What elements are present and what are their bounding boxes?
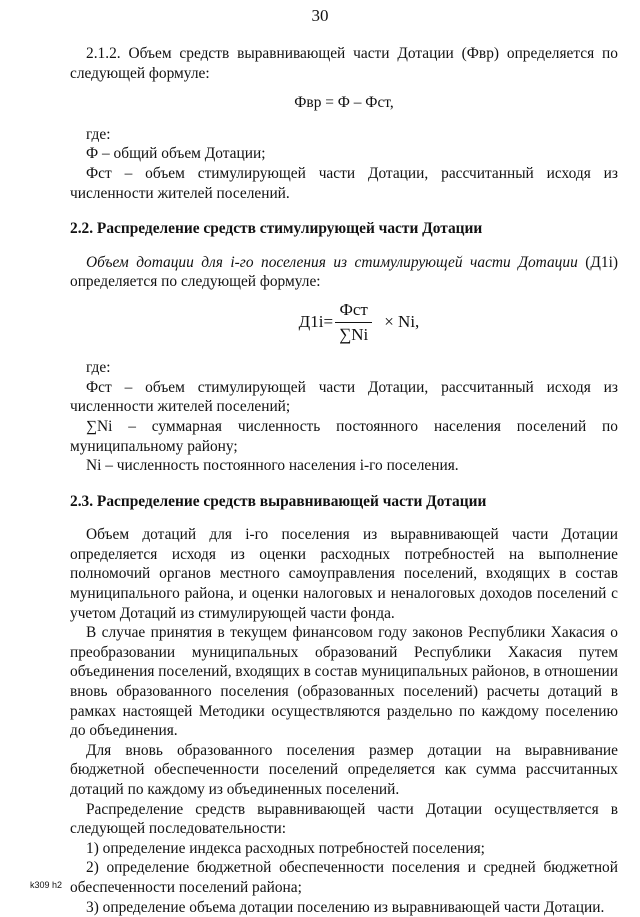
formula-denominator: ∑Ni (335, 322, 372, 345)
section-heading-2-3: 2.3. Распределение средств выравнивающей части Дотации (70, 492, 487, 510)
definition-sum-ni: ∑Ni – суммарная численность постоянного населения поселений по муниципальному району; (70, 417, 618, 455)
definition-ni: Ni – численность постоянного населения i-го поселения. (86, 457, 459, 475)
sec23-paragraph-4: Распределение средств выравнивающей части Дотации осуществляется в следующей последовательности: (70, 800, 618, 838)
formula-d1i (100, 300, 618, 344)
list-item-1: 1) определение индекса расходных потребностей поселения; (86, 839, 485, 857)
sec23-paragraph-3: Для вновь образованного поселения размер дотации на выравнивание бюджетной обеспеченности поселений определяется как сумма рассчитанных дотаций по каждому из объединенных поселений. (70, 741, 618, 798)
sec22-intro-italic: Объем дотации для i-го поселения из стимулирующей части Дотации (86, 253, 578, 271)
sec23-paragraph-1: Объем дотаций для i-го поселения из выравнивающей части Дотации определяется исходя из оценки расходных потребностей на выполнение полномочий органов местного самоуправления поселений, входящих в состав муниципального района, и оценки налоговых и неналоговых доходов поселений с учетом Дотаций из стимулирующей части фонда. (70, 526, 618, 622)
sec212-intro: 2.1.2. Объем средств выравнивающей части Дотации (Фвр) определяется по следующей формуле: (70, 45, 618, 82)
page-number: 30 (311, 6, 329, 25)
sec23-paragraph-2: В случае принятия в текущем финансовом году законов Республики Хакасия о преобразовании муниципальных образований Республики Хакасия путем объединения поселений, входящих в состав муниципальных районов, в отношении вновь образованного поселения (образованных поселений) расчеты дотаций в рамках настоящей Методики осуществляются раздельно по каждому поселению до объединения. (70, 624, 618, 740)
definition-f: Ф – общий объем Дотации; (86, 145, 266, 163)
where-label: где: (86, 125, 111, 143)
formula-fvr: Фвр = Ф – Фст, (294, 94, 394, 112)
definition-fst: Фст – объем стимулирующей части Дотации, рассчитанный исходя из численности жителей поселений. (70, 164, 618, 202)
where-label-2: где: (86, 359, 111, 377)
sec22-intro-rest: (Д1i) определяется по следующей формуле: (70, 253, 618, 291)
formula-numerator: Фст (339, 299, 368, 319)
list-item-3: 3) определение объема дотации поселению из выравнивающей части Дотации. (86, 898, 605, 916)
definition-fst-2: Фст – объем стимулирующей части Дотации, рассчитанный исходя из численности жителей поселений; (70, 378, 618, 416)
list-item-2: 2) определение бюджетной обеспеченности поселения и средней бюджетной обеспеченности поселений района; (70, 859, 618, 896)
section-heading-2-2: 2.2. Распределение средств стимулирующей части Дотации (70, 220, 483, 238)
document-body (70, 44, 618, 917)
formula-lhs: Д1i= (298, 312, 334, 332)
footer-code: k309 h2 (30, 880, 63, 890)
formula-fraction (335, 300, 372, 344)
sec22-intro (70, 253, 618, 292)
formula-rhs: × Ni, (384, 312, 420, 332)
